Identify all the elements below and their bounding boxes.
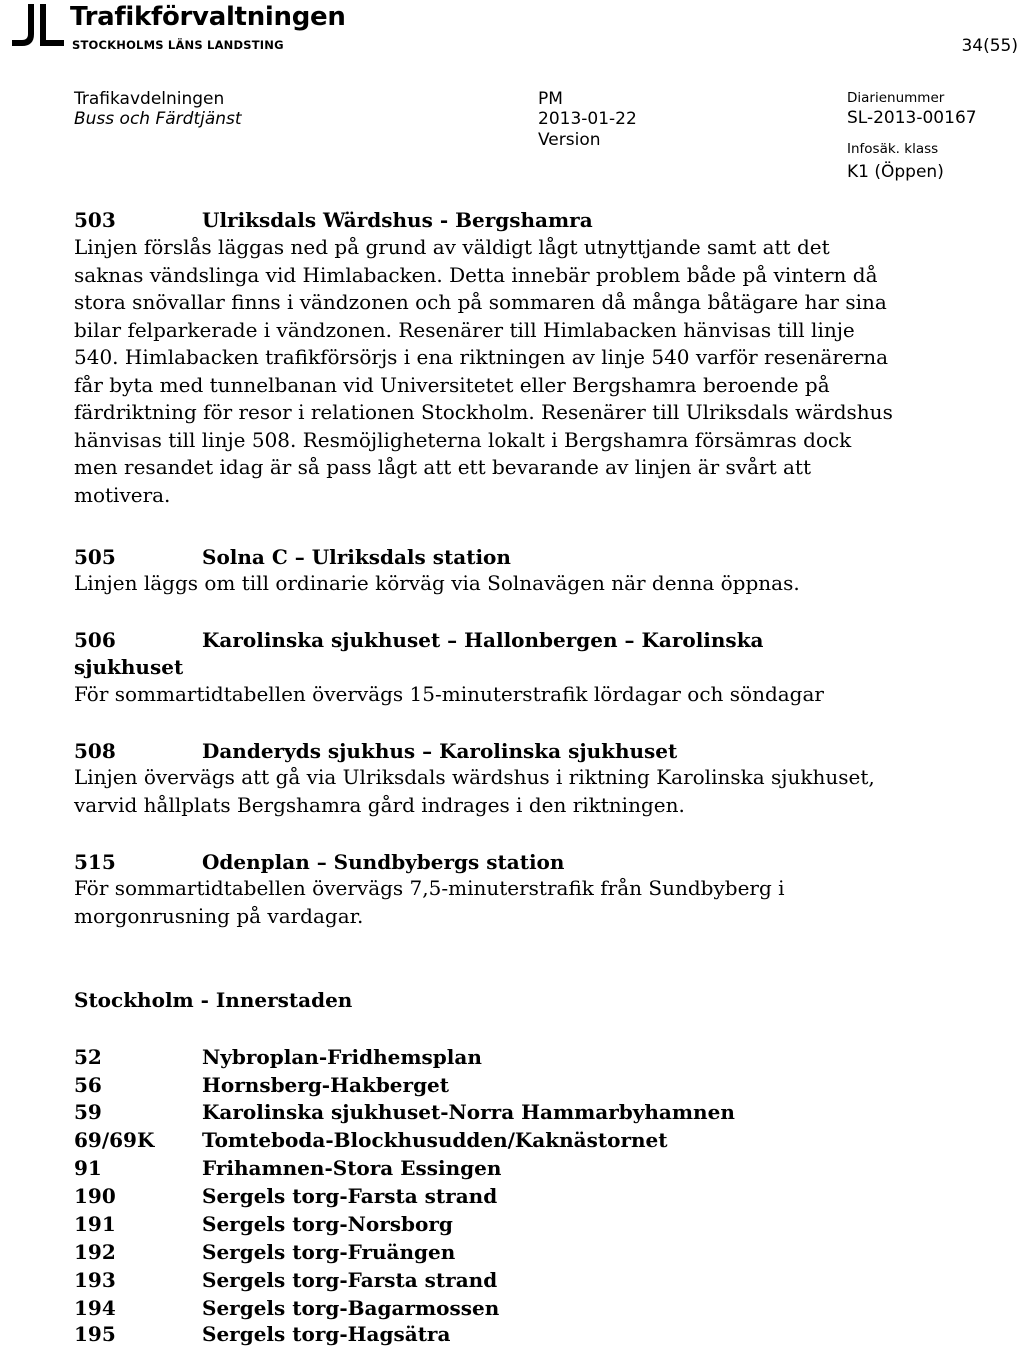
route-number: 193	[74, 1268, 116, 1292]
body-line: Linjen övervägs att gå via Ulriksdals wärdshus i riktning Karolinska sjukhuset,	[74, 765, 875, 789]
section-number: 503	[74, 208, 116, 232]
section-number: 508	[74, 739, 116, 763]
section-number: 505	[74, 545, 116, 569]
section-body	[74, 570, 800, 598]
registration-number: SL-2013-00167	[847, 108, 977, 128]
version-label: Version	[538, 130, 601, 150]
route-number: 195	[74, 1322, 116, 1346]
route-name: Sergels torg-Fruängen	[202, 1240, 456, 1264]
body-line: men resandet idag är så pass lågt att ett bevarande av linjen är svårt att	[74, 455, 811, 479]
route-number: 190	[74, 1184, 116, 1208]
route-name: Frihamnen-Stora Essingen	[202, 1156, 502, 1180]
section-body	[74, 234, 893, 509]
organization-logo-icon	[8, 2, 68, 52]
classification-value: K1 (Öppen)	[847, 162, 944, 182]
route-name: Tomteboda-Blockhusudden/Kaknästornet	[202, 1128, 668, 1152]
section-title-continuation: sjukhuset	[74, 655, 184, 679]
section-number: 515	[74, 850, 116, 874]
body-line: bilar felparkerade i vändzonen. Resenärer till Himlabacken hänvisas till linje	[74, 317, 855, 342]
department: Trafikavdelningen	[74, 89, 225, 109]
route-number: 194	[74, 1296, 116, 1320]
region-heading: Stockholm - Innerstaden	[74, 988, 353, 1012]
body-line: 540. Himlabacken trafikförsörjs i ena riktningen av linje 540 varför resenärerna	[74, 345, 889, 369]
route-number: 91	[74, 1156, 102, 1180]
route-name: Sergels torg-Bagarmossen	[202, 1296, 500, 1320]
registration-label: Diarienummer	[847, 90, 945, 106]
section-body	[74, 875, 785, 930]
route-name: Sergels torg-Farsta strand	[202, 1184, 498, 1208]
route-name: Sergels torg-Norsborg	[202, 1212, 453, 1236]
route-name: Sergels torg-Hagsätra	[202, 1322, 451, 1346]
route-number: 69/69K	[74, 1128, 155, 1152]
route-name: Nybroplan-Fridhemsplan	[202, 1045, 482, 1069]
body-line: stora snövallar finns i vändzonen och på sommaren då många båtägare har sina	[74, 290, 887, 314]
page-number: 34(55)	[961, 36, 1018, 56]
body-line: hänvisas till linje 508. Resmöjligheterna lokalt i Bergshamra försämras dock	[74, 427, 852, 452]
section-title: Solna C – Ulriksdals station	[202, 545, 511, 569]
route-number: 59	[74, 1100, 102, 1124]
body-line: motivera.	[74, 482, 171, 507]
section-number: 506	[74, 628, 116, 652]
section-title: Karolinska sjukhuset – Hallonbergen – Karolinska	[202, 628, 764, 652]
body-line: färdriktning för resor i relationen Stockholm. Resenärer till Ulriksdals wärdshus	[74, 400, 893, 424]
unit: Buss och Färdtjänst	[74, 109, 242, 129]
route-name: Karolinska sjukhuset-Norra Hammarbyhamnen	[202, 1100, 735, 1124]
body-line: För sommartidtabellen övervägs 7,5-minuterstrafik från Sundbyberg i	[74, 876, 785, 900]
body-line: morgonrusning på vardagar.	[74, 903, 364, 928]
document-date: 2013-01-22	[538, 109, 637, 129]
route-name: Sergels torg-Farsta strand	[202, 1268, 498, 1292]
body-line: Linjen förslås läggas ned på grund av väldigt lågt utnyttjande samt att det	[74, 235, 830, 259]
document-type: PM	[538, 89, 563, 109]
route-number: 192	[74, 1240, 116, 1264]
route-name: Hornsberg-Hakberget	[202, 1073, 450, 1097]
section-body	[74, 681, 824, 709]
body-line: saknas vändslinga vid Himlabacken. Detta innebär problem både på vintern då	[74, 262, 878, 287]
section-title: Ulriksdals Wärdshus - Bergshamra	[202, 208, 593, 232]
section-title: Odenplan – Sundbybergs station	[202, 850, 565, 874]
organization-subtitle: STOCKHOLMS LÄNS LANDSTING	[72, 38, 284, 52]
body-line: För sommartidtabellen övervägs 15-minuterstrafik lördagar och söndagar	[74, 682, 824, 706]
body-line: Linjen läggs om till ordinarie körväg via Solnavägen när denna öppnas.	[74, 571, 800, 595]
body-line: får byta med tunnelbanan vid Universitetet eller Bergshamra beroende på	[74, 372, 830, 397]
body-line: varvid hållplats Bergshamra gård indrages i den riktningen.	[74, 792, 685, 817]
classification-label: Infosäk. klass	[847, 141, 939, 157]
route-number: 52	[74, 1045, 102, 1069]
organization-name: Trafikförvaltningen	[70, 2, 346, 32]
section-title: Danderyds sjukhus – Karolinska sjukhuset	[202, 739, 678, 763]
route-number: 191	[74, 1212, 116, 1236]
section-body	[74, 764, 875, 819]
route-number: 56	[74, 1073, 102, 1097]
